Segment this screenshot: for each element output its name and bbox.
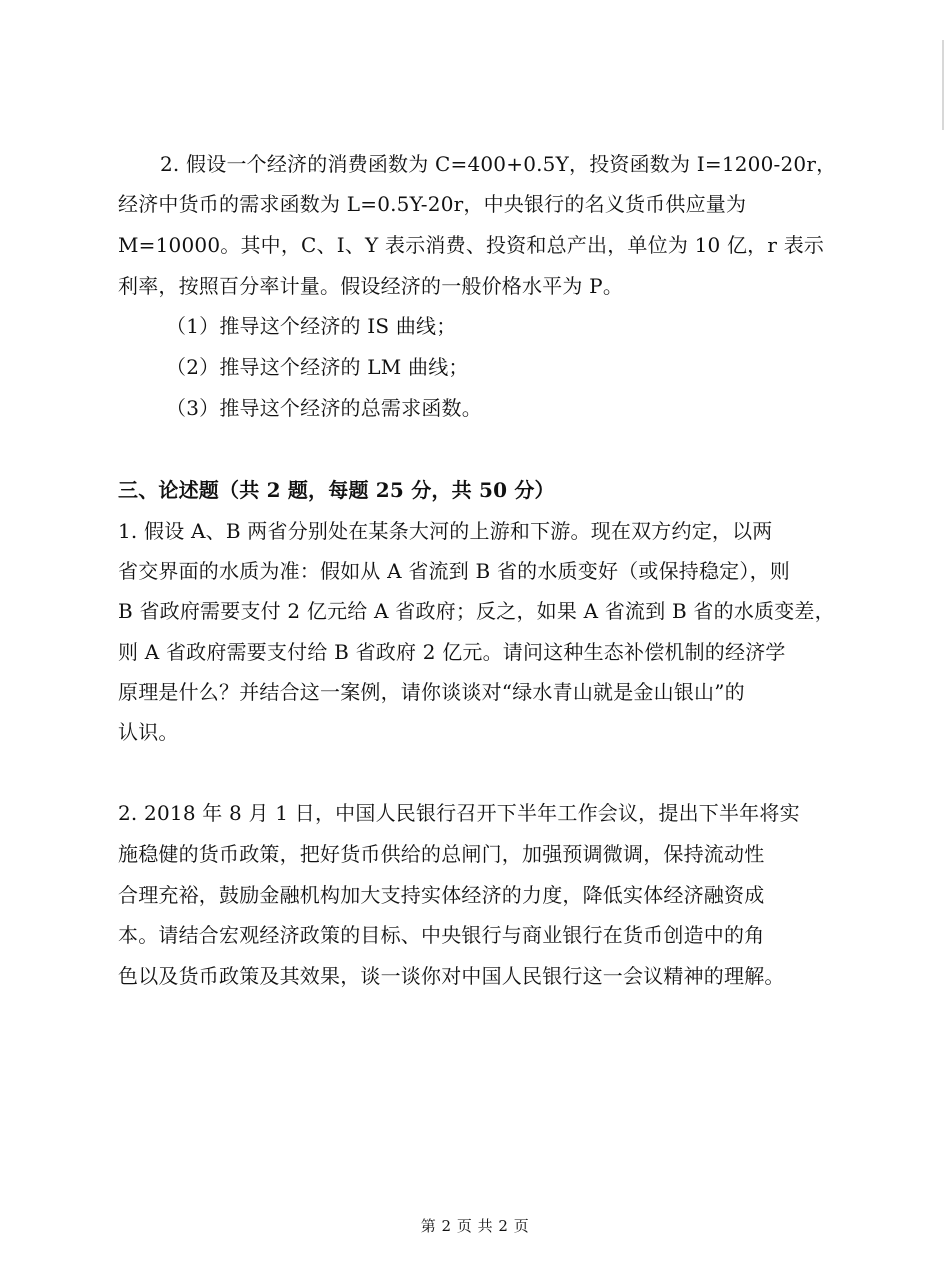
essay1-line-3: B 省政府需要支付 2 亿元给 A 省政府；反之，如果 A 省流到 B 省的水质变差，	[118, 599, 835, 623]
subquestion-3: （3）推导这个经济的总需求函数。	[166, 396, 482, 420]
essay1-line-1: 1. 假设 A、B 两省分别处在某条大河的上游和下游。现在双方约定，以两	[118, 519, 773, 543]
subquestion-1: （1）推导这个经济的 IS 曲线；	[166, 314, 457, 338]
section-three-heading: 三、论述题（共 2 题，每题 25 分，共 50 分）	[118, 478, 555, 502]
question2-line-4: 利率，按照百分率计量。假设经济的一般价格水平为 P。	[118, 274, 624, 298]
essay2-line-5: 色以及货币政策及其效果，谈一谈你对中国人民银行这一会议精神的理解。	[118, 964, 785, 988]
essay2-line-3: 合理充裕，鼓励金融机构加大支持实体经济的力度，降低实体经济融资成	[118, 883, 765, 907]
essay1-line-5: 原理是什么？并结合这一案例，请你谈谈对“绿水青山就是金山银山”的	[118, 680, 745, 704]
essay2-line-1: 2. 2018 年 8 月 1 日，中国人民银行召开下半年工作会议，提出下半年将实	[118, 801, 800, 825]
page-number-footer: 第 2 页 共 2 页	[420, 1217, 530, 1235]
question2-line-1: 2. 假设一个经济的消费函数为 C=400+0.5Y，投资函数为 I=1200-20r，	[160, 152, 837, 176]
question2-line-3: M=10000。其中，C、I、Y 表示消费、投资和总产出，单位为 10 亿，r 表示	[118, 233, 825, 257]
essay1-line-6: 认识。	[118, 720, 179, 744]
essay2-line-4: 本。请结合宏观经济政策的目标、中央银行与商业银行在货币创造中的角	[118, 923, 765, 947]
scan-edge-mark	[942, 40, 944, 130]
essay2-line-2: 施稳健的货币政策，把好货币供给的总闸门，加强预调微调，保持流动性	[118, 842, 765, 866]
essay1-line-2: 省交界面的水质为准：假如从 A 省流到 B 省的水质变好（或保持稳定），则	[118, 559, 790, 583]
essay1-line-4: 则 A 省政府需要支付给 B 省政府 2 亿元。请问这种生态补偿机制的经济学	[118, 640, 786, 664]
subquestion-2: （2）推导这个经济的 LM 曲线；	[166, 355, 469, 379]
question2-line-2: 经济中货币的需求函数为 L=0.5Y-20r，中央银行的名义货币供应量为	[118, 192, 747, 216]
